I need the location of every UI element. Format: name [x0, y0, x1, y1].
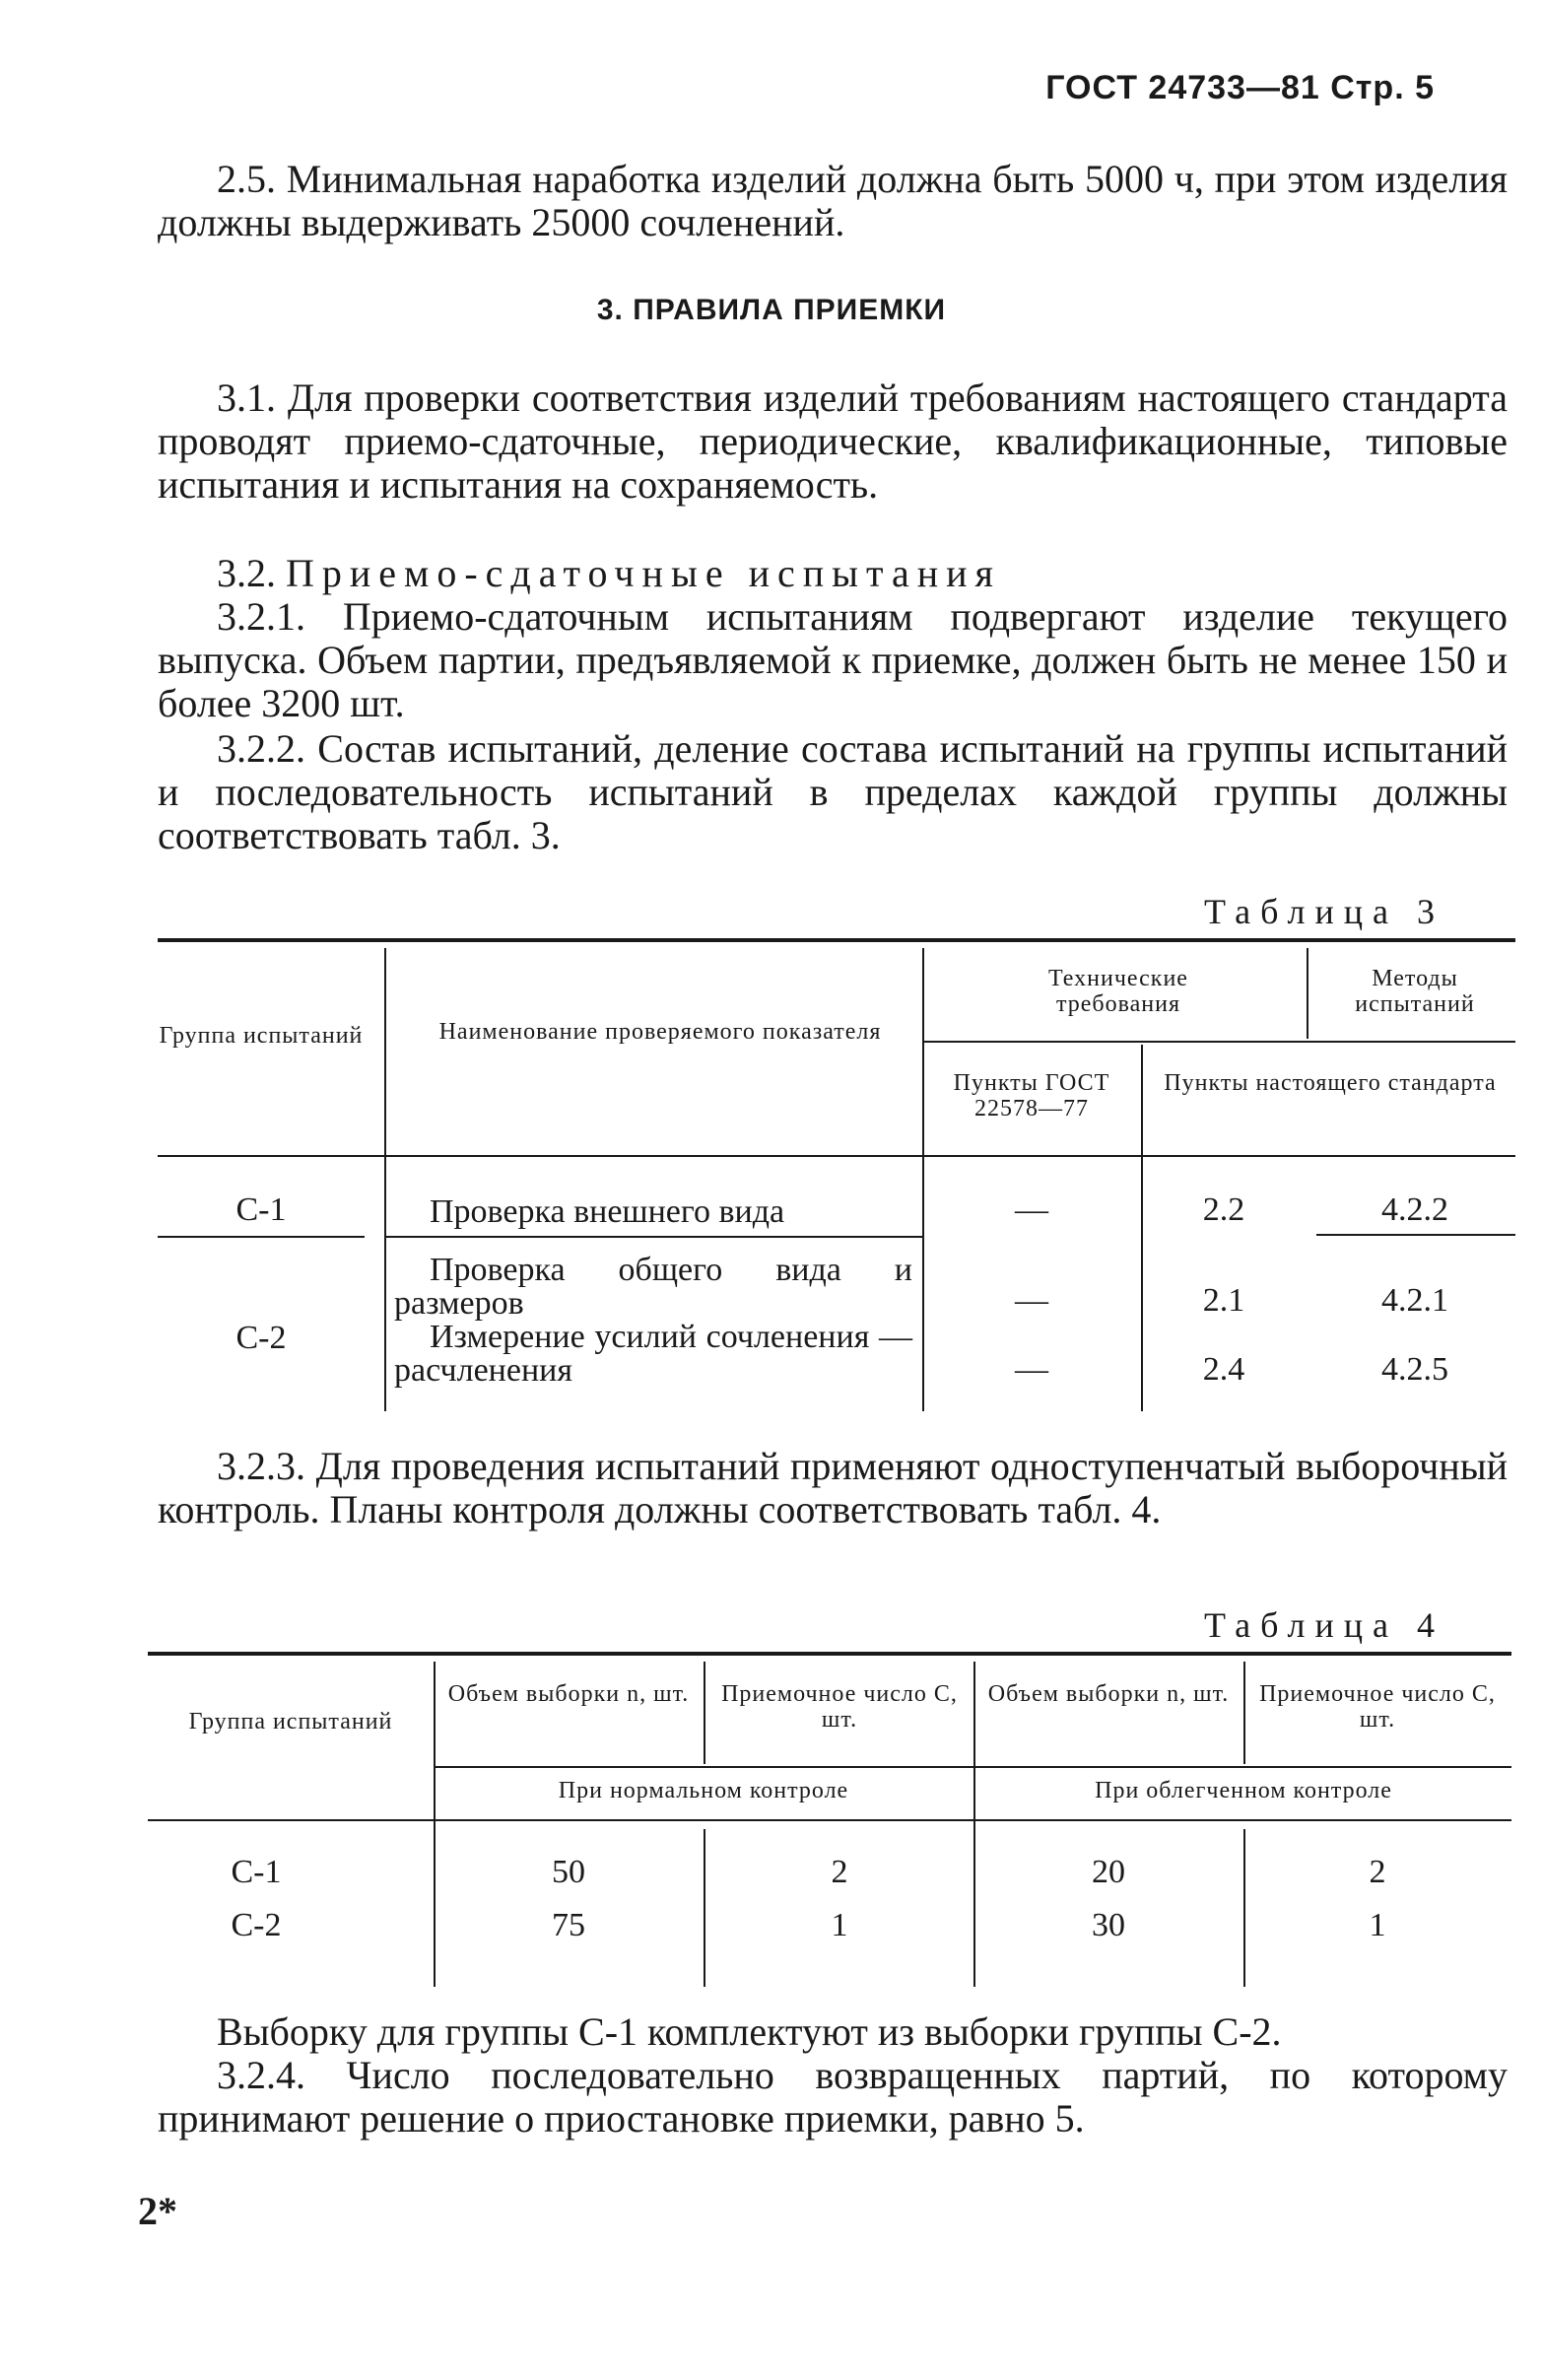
- table-3-top-rule: [158, 938, 1515, 942]
- paragraph-3-2-title: Приемо-сдаточные испытания: [286, 551, 1001, 595]
- table-4-row-1-group: С-1: [231, 1854, 282, 1890]
- table-4-vline-4b: [1243, 1829, 1245, 1987]
- paragraph-3-1-text: 3.1. Для проверки соответствия изделий требованиям настоящего стандарта проводят приемо-сдаточные, периодические, квалификационные, типовые испытания и испытания на сохраняемость.: [158, 375, 1508, 507]
- table-4-header-group: Группа испытаний: [188, 1709, 393, 1734]
- table-4-row-2-n2: 30: [1092, 1907, 1125, 1943]
- paragraph-3-2-2: [158, 727, 1508, 857]
- paragraph-3-1: [158, 376, 1508, 507]
- table-3-row-rule-name: [384, 1236, 922, 1238]
- table-3-row-3-method: 4.2.5: [1381, 1351, 1448, 1388]
- table-3-row-3-name: Измерение усилий сочленения — расчленения: [394, 1319, 912, 1389]
- table-4-row-1-n2: 20: [1092, 1854, 1125, 1890]
- table-4-vline-2: [704, 1662, 705, 1764]
- table-3-row-2-method: 4.2.1: [1381, 1282, 1448, 1319]
- table-3-row-3-tech: 2.4: [1202, 1351, 1245, 1388]
- table-3-vline-4: [1307, 948, 1308, 1039]
- table-4-vline-3: [973, 1662, 975, 1987]
- paragraph-3-2-4: [158, 2054, 1508, 2141]
- table-3-caption: Таблица 3: [1204, 892, 1444, 931]
- paragraph-3-2-3-text: 3.2.3. Для проведения испытаний применяют одноступенчатый выборочный контроль. Планы контроля должны соответствовать табл. 4.: [158, 1444, 1508, 1531]
- paragraph-2-5: [158, 158, 1508, 244]
- table-3-row-3-gost: —: [1015, 1351, 1048, 1388]
- paragraph-2-5-text: 2.5. Минимальная наработка изделий должна быть 5000 ч, при этом изделия должны выдерживать 25000 сочленений.: [158, 157, 1508, 244]
- table-4-header-normal: При нормальном контроле: [558, 1778, 849, 1803]
- table-4-row-2-group: С-2: [231, 1907, 282, 1943]
- table-3-row-2-gost: —: [1015, 1282, 1048, 1319]
- paragraph-sample-note-text: Выборку для группы С-1 комплектуют из выборки группы С-2.: [217, 2009, 1282, 2054]
- table-3-row-1-name: Проверка внешнего вида: [430, 1193, 785, 1230]
- table-3-header-standard: Пункты настоящего стандарта: [1164, 1070, 1497, 1096]
- table-3-row-1-gost: —: [1015, 1191, 1048, 1228]
- paragraph-3-2-3: [158, 1445, 1508, 1531]
- table-4-row-2-n1: 75: [552, 1907, 585, 1943]
- table-4-header-sample-1: Объем выборки n, шт.: [447, 1681, 690, 1707]
- table-3-row-rule-right: [1316, 1234, 1515, 1236]
- page-signature-mark: 2*: [138, 2189, 177, 2233]
- table-3-vline-1: [384, 948, 386, 1411]
- table-3-row-1-method: 4.2.2: [1381, 1191, 1448, 1228]
- table-4-vline-1: [434, 1662, 436, 1987]
- table-3-header-methods: Методы испытаний: [1355, 966, 1475, 1017]
- paragraph-3-2-4-text: 3.2.4. Число последовательно возвращенных партий, по которому принимают решение о приостановке приемки, равно 5.: [158, 2053, 1508, 2141]
- paragraph-3-2-number: 3.2.: [217, 551, 276, 595]
- table-3-header-group: Группа испытаний: [159, 1023, 364, 1049]
- section-title: 3. ПРАВИЛА ПРИЕМКИ: [596, 294, 947, 326]
- table-4-row-1-c1: 2: [831, 1854, 848, 1890]
- paragraph-3-2-1-text: 3.2.1. Приемо-сдаточным испытаниям подвергают изделие текущего выпуска. Объем партии, предъявляемой к приемке, должен быть не менее 150 и более 3200 шт.: [158, 594, 1508, 725]
- paragraph-3-2-2-text: 3.2.2. Состав испытаний, деление состава испытаний на группы испытаний и последовательность испытаний в пределах каждой группы должны соответствовать табл. 3.: [158, 726, 1508, 857]
- table-4-header-accept-2: Приемочное число С, шт.: [1259, 1681, 1496, 1733]
- table-4-row-1-c2: 2: [1369, 1854, 1386, 1890]
- table-3-header-name: Наименование проверяемого показателя: [438, 1019, 882, 1045]
- table-3-row-1-tech: 2.2: [1202, 1191, 1245, 1228]
- table-4-header-accept-1: Приемочное число С, шт.: [721, 1681, 958, 1733]
- table-3-header-tech: Технические требования: [1048, 966, 1188, 1017]
- table-3-vline-3: [1141, 1045, 1143, 1411]
- table-3-row-2-tech: 2.1: [1202, 1282, 1245, 1319]
- page-header: ГОСТ 24733—81 Стр. 5: [1045, 69, 1435, 106]
- table-4-subheader-rule: [434, 1766, 1511, 1768]
- table-3-subheader-rule: [922, 1041, 1515, 1043]
- table-4-vline-2b: [704, 1829, 705, 1987]
- table-4-row-2-c1: 1: [831, 1907, 848, 1943]
- table-4-header-rule: [148, 1819, 1511, 1821]
- table-4-top-rule: [148, 1652, 1511, 1656]
- table-3-row-2-name: Проверка общего вида и размеров: [394, 1252, 912, 1322]
- table-4-caption: Таблица 4: [1204, 1605, 1444, 1645]
- table-3-header-gost: Пункты ГОСТ 22578—77: [953, 1070, 1110, 1122]
- table-4-vline-4: [1243, 1662, 1245, 1764]
- table-3-row-2-group: С-2: [235, 1320, 287, 1356]
- table-3-header-rule: [158, 1155, 1515, 1157]
- table-4-row-1-n1: 50: [552, 1854, 585, 1890]
- table-3-vline-2: [922, 948, 924, 1411]
- paragraph-3-2-1: [158, 595, 1508, 725]
- table-3-row-1-group: С-1: [235, 1191, 287, 1228]
- table-4-row-2-c2: 1: [1369, 1907, 1386, 1943]
- table-4-header-sample-2: Объем выборки n, шт.: [987, 1681, 1230, 1707]
- paragraph-3-2: [158, 552, 1508, 595]
- table-4-header-light: При облегченном контроле: [1095, 1778, 1392, 1803]
- paragraph-sample-note: [158, 2010, 1508, 2054]
- table-3-row-rule-left: [158, 1236, 365, 1238]
